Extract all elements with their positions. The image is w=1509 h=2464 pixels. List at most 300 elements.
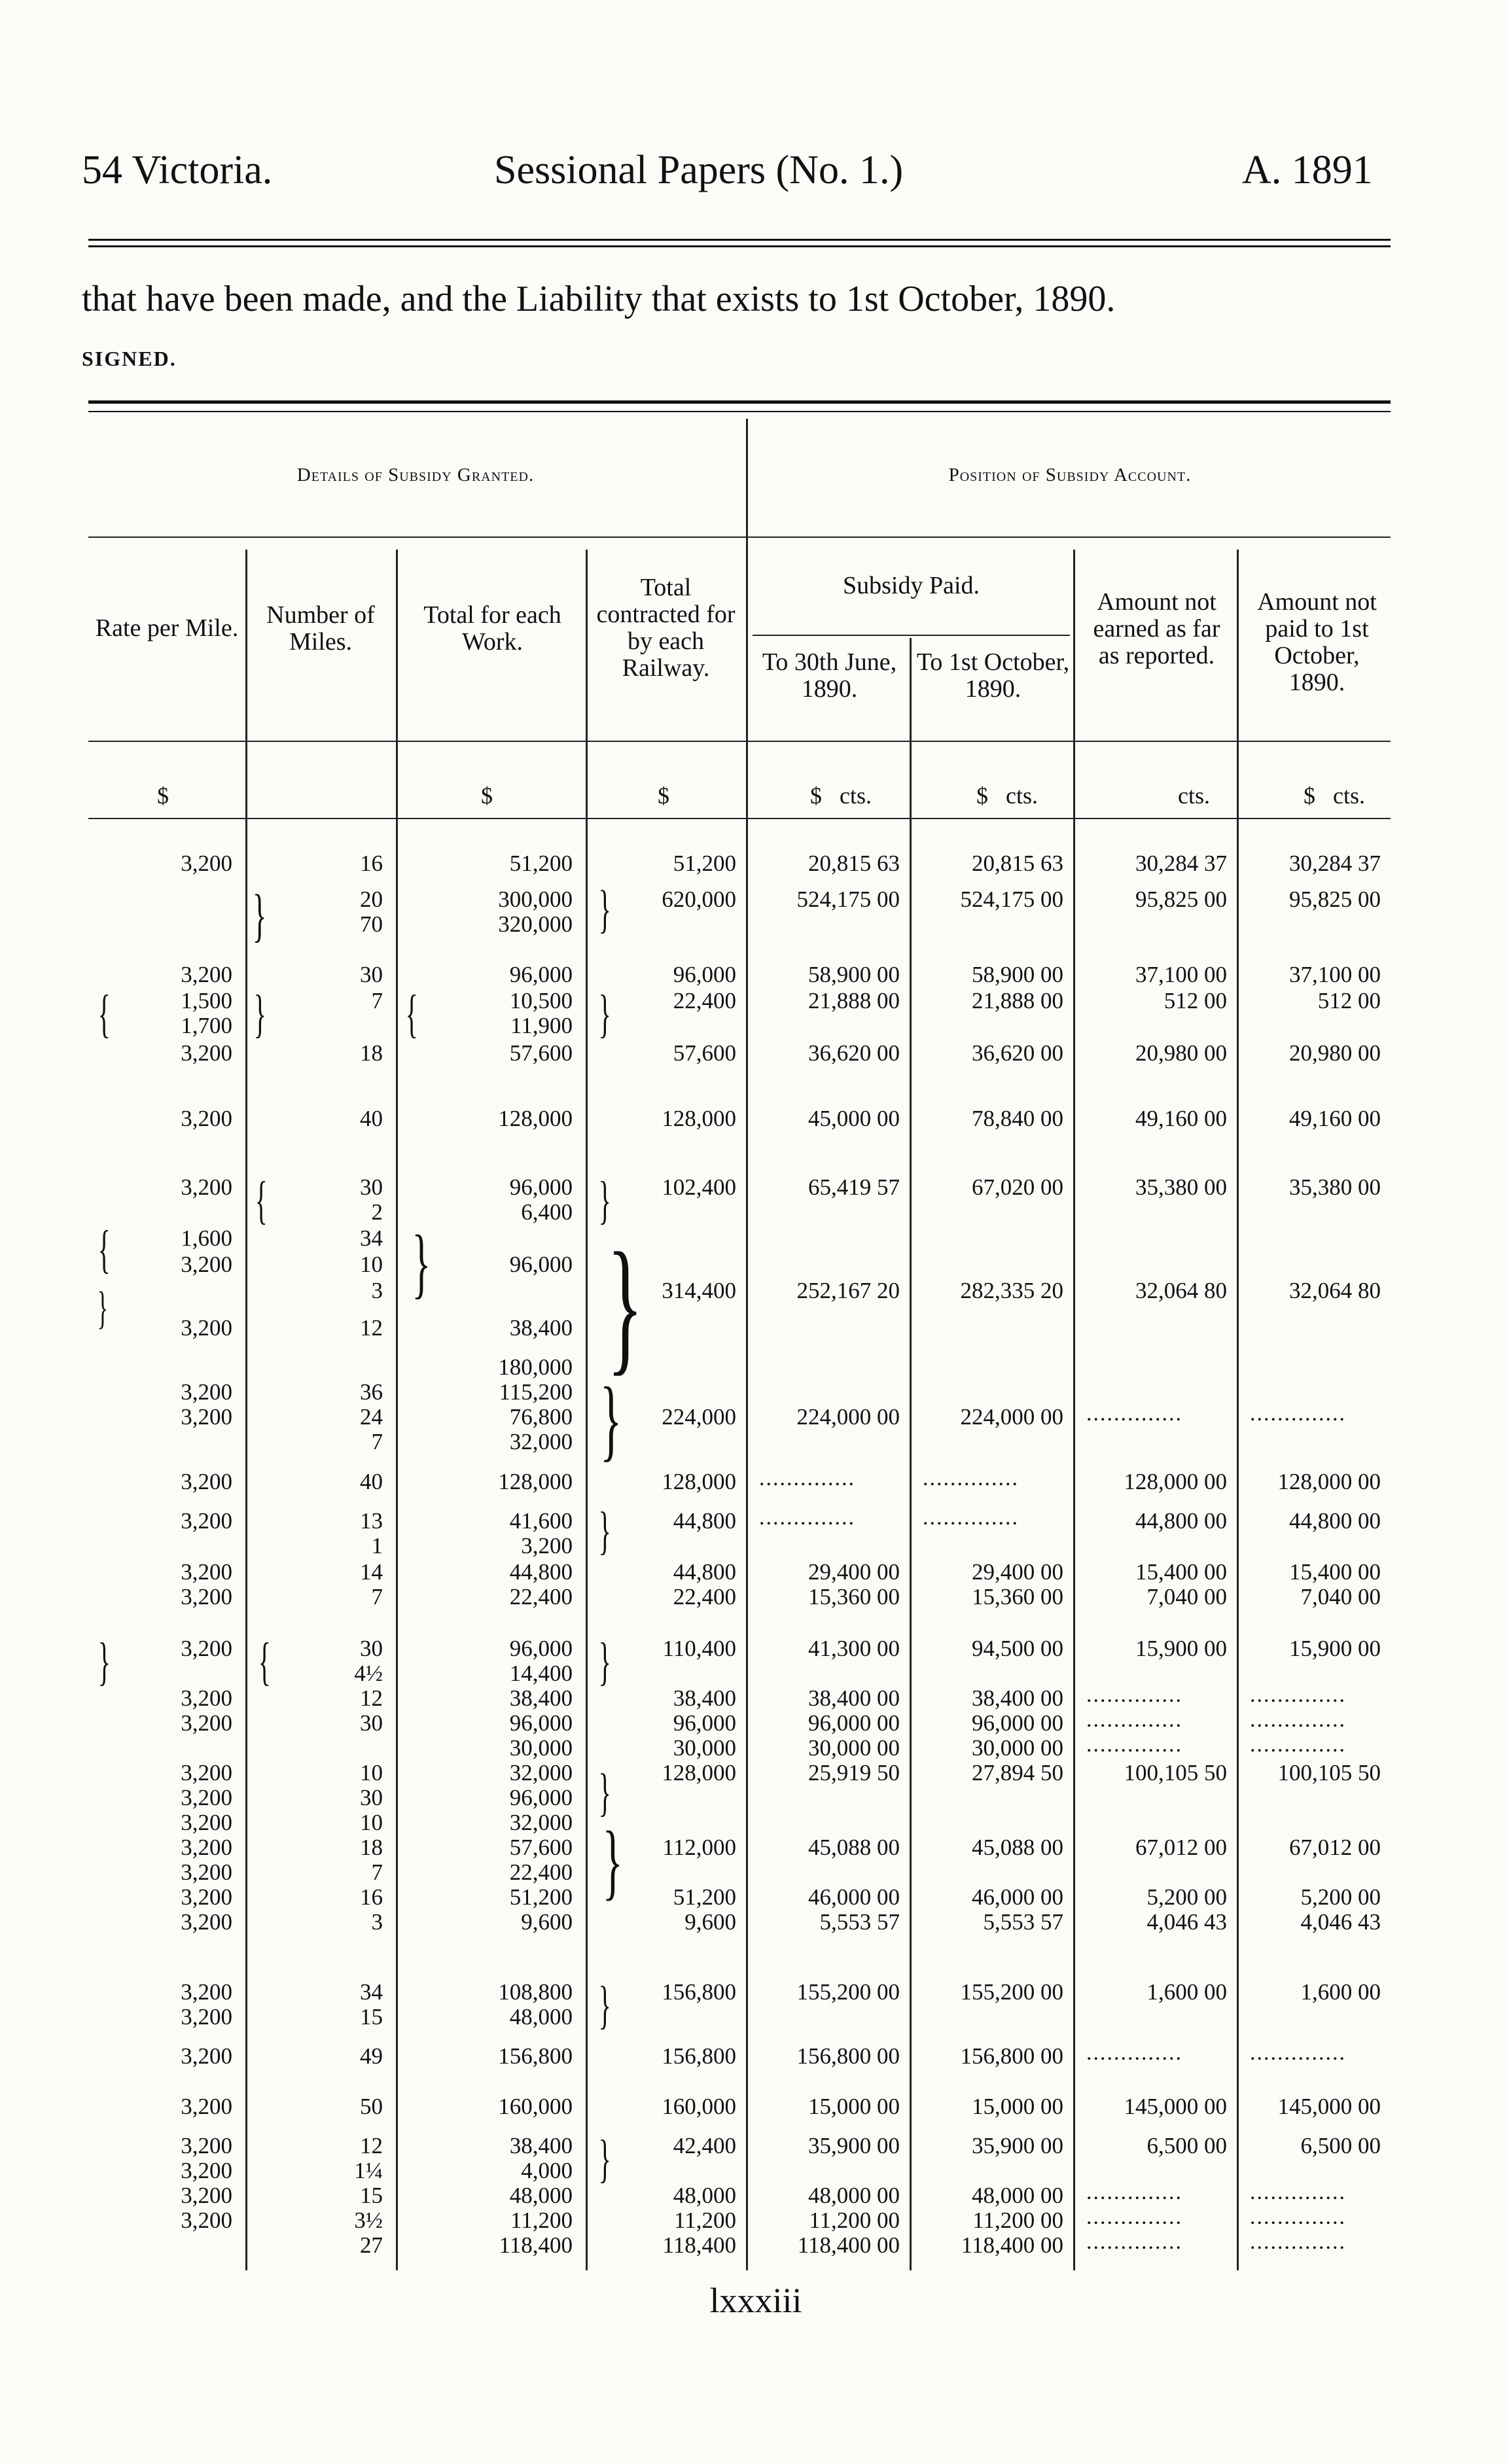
- cell-miles: 12: [360, 2133, 383, 2158]
- cell-total-work: 320,000: [498, 911, 573, 937]
- cell-not-earned: 44,800 00: [1135, 1508, 1227, 1534]
- cell-to-june: 21,888 00: [808, 988, 900, 1013]
- cell-rate: 3,200: [181, 1040, 232, 1066]
- cell-to-october: 67,020 00: [972, 1174, 1063, 1200]
- header-subsidy-paid: Subsidy Paid.: [842, 572, 980, 599]
- cell-total-work: 38,400: [509, 1315, 573, 1341]
- cell-not-paid: 35,380 00: [1289, 1174, 1381, 1200]
- cell-not-paid: 6,500 00: [1300, 2133, 1381, 2158]
- cell-miles: 18: [360, 1040, 383, 1066]
- cell-to-june: 96,000 00: [808, 1710, 900, 1736]
- cell-total-work: 38,400: [509, 2133, 573, 2158]
- cell-to-october: 48,000 00: [972, 2183, 1063, 2208]
- cell-to-june: 524,175 00: [796, 887, 900, 912]
- header-to-october: To 1st October, 1890.: [916, 648, 1070, 703]
- cell-to-october: 58,900 00: [972, 962, 1063, 987]
- cell-miles: 12: [360, 1685, 383, 1711]
- cell-not-earned: 37,100 00: [1135, 962, 1227, 987]
- cell-total-contracted: 112,000: [662, 1835, 736, 1860]
- cell-to-june: 45,000 00: [808, 1106, 900, 1131]
- cell-total-contracted: 118,400: [662, 2232, 736, 2258]
- cell-miles: 16: [360, 1884, 383, 1910]
- cell-miles: 15: [360, 2183, 383, 2208]
- cell-rate: 1,700: [181, 1013, 232, 1038]
- leader-dots: ..............: [759, 1505, 855, 1530]
- section-details: Details of Subsidy Granted.: [296, 465, 535, 485]
- cell-to-october: 36,620 00: [972, 1040, 1063, 1066]
- cell-total-contracted: 128,000: [662, 1469, 736, 1494]
- cell-total-contracted: 620,000: [662, 887, 736, 912]
- leader-dots: ..............: [1250, 2180, 1346, 2204]
- leader-dots: ..............: [923, 1505, 1019, 1530]
- cell-total-work: 128,000: [498, 1106, 573, 1131]
- cell-miles: 36: [360, 1379, 383, 1405]
- intro-text: that have been made, and the Liability that exists to 1st October, 1890.: [82, 279, 1116, 319]
- cell-total-work: 32,000: [509, 1810, 573, 1835]
- rule-under-sections: [88, 537, 1391, 538]
- cell-not-paid: 100,105 50: [1277, 1760, 1381, 1786]
- cell-not-earned: 7,040 00: [1146, 1584, 1227, 1610]
- leader-dots: ..............: [1086, 1708, 1182, 1732]
- leader-dots: ..............: [1250, 1708, 1346, 1732]
- cell-total-work: 22,400: [509, 1584, 573, 1610]
- cell-to-october: 96,000 00: [972, 1710, 1063, 1736]
- cell-not-paid: 1,600 00: [1300, 1979, 1381, 2005]
- cell-not-earned: 20,980 00: [1135, 1040, 1227, 1066]
- cell-total-work: 51,200: [509, 851, 573, 876]
- cell-total-contracted: 44,800: [673, 1559, 736, 1585]
- section-position: Position of Subsidy Account.: [948, 465, 1192, 485]
- cell-to-june: 20,815 63: [808, 851, 900, 876]
- cell-miles: 18: [360, 1835, 383, 1860]
- cell-total-work: 57,600: [509, 1040, 573, 1066]
- cell-miles: 3½: [354, 2208, 383, 2233]
- cell-to-june: 25,919 50: [808, 1760, 900, 1786]
- cell-rate: 3,200: [181, 1559, 232, 1585]
- cell-total-work: 156,800: [498, 2043, 573, 2069]
- cell-not-paid: 7,040 00: [1300, 1584, 1381, 1610]
- cell-not-paid: 30,284 37: [1289, 851, 1381, 876]
- cell-to-june: 65,419 57: [808, 1174, 900, 1200]
- brace-icon: }: [598, 985, 611, 1043]
- cell-to-june: 30,000 00: [808, 1735, 900, 1761]
- signed-label: SIGNED.: [82, 347, 177, 370]
- brace-icon: }: [598, 1172, 611, 1229]
- rule-under-units: [88, 818, 1391, 819]
- header-rule-1: [88, 239, 1391, 241]
- cell-miles: 40: [360, 1106, 383, 1131]
- unit-work: $: [481, 783, 493, 809]
- cell-rate: 3,200: [181, 1835, 232, 1860]
- cell-not-paid: 512 00: [1317, 988, 1381, 1013]
- cell-total-work: 96,000: [509, 1636, 573, 1661]
- brace-icon: }: [598, 1977, 611, 2034]
- cell-total-work: 3,200: [521, 1533, 573, 1558]
- cell-total-contracted: 128,000: [662, 1760, 736, 1786]
- cell-to-october: 156,800 00: [960, 2043, 1063, 2069]
- cell-total-contracted: 30,000: [673, 1735, 736, 1761]
- cell-miles: 7: [371, 1859, 383, 1885]
- cell-not-earned: 32,064 80: [1135, 1278, 1227, 1303]
- cell-rate: 3,200: [181, 1859, 232, 1885]
- header-not-earned: Amount not earned as far as reported.: [1093, 588, 1220, 670]
- unit-contracted: $: [658, 783, 669, 809]
- cell-miles: 2: [371, 1199, 383, 1225]
- cell-rate: 3,200: [181, 1315, 232, 1341]
- header-to-june: To 30th June, 1890.: [762, 648, 897, 703]
- cell-miles: 30: [360, 962, 383, 987]
- cell-total-work: 96,000: [509, 1174, 573, 1200]
- leader-dots: ..............: [1086, 2230, 1182, 2254]
- leader-dots: ..............: [1086, 1401, 1182, 1426]
- cell-total-contracted: 156,800: [662, 1979, 736, 2005]
- cell-miles: 1: [371, 1533, 383, 1558]
- cell-rate: 3,200: [181, 1884, 232, 1910]
- cell-not-earned: 15,400 00: [1135, 1559, 1227, 1585]
- cell-rate: 3,200: [181, 1810, 232, 1835]
- unit-october: $ cts.: [976, 783, 1038, 809]
- cell-to-june: 58,900 00: [808, 962, 900, 987]
- cell-total-work: 11,200: [510, 2208, 573, 2233]
- cell-rate: 3,200: [181, 1760, 232, 1786]
- cell-not-paid: 145,000 00: [1277, 2094, 1381, 2119]
- cell-rate: 3,200: [181, 1508, 232, 1534]
- cell-total-contracted: 96,000: [673, 1710, 736, 1736]
- cell-not-paid: 49,160 00: [1289, 1106, 1381, 1131]
- cell-total-work: 44,800: [509, 1559, 573, 1585]
- brace-icon: }: [598, 1502, 611, 1560]
- cell-not-paid: 15,400 00: [1289, 1559, 1381, 1585]
- cell-miles: 10: [360, 1810, 383, 1835]
- col-rule-1: [245, 550, 247, 2270]
- cell-to-october: 78,840 00: [972, 1106, 1063, 1131]
- cell-miles: 7: [371, 1584, 383, 1610]
- cell-total-work: 41,600: [509, 1508, 573, 1534]
- cell-miles: 7: [371, 988, 383, 1013]
- cell-not-earned: 1,600 00: [1146, 1979, 1227, 2005]
- leader-dots: ..............: [1250, 1401, 1346, 1426]
- cell-total-work: 115,200: [499, 1379, 573, 1405]
- cell-not-earned: 35,380 00: [1135, 1174, 1227, 1200]
- header-total-work: Total for each Work.: [423, 601, 561, 656]
- cell-not-earned: 67,012 00: [1135, 1835, 1227, 1860]
- cell-total-contracted: 11,200: [674, 2208, 736, 2233]
- cell-rate: 3,200: [181, 1909, 232, 1935]
- cell-total-work: 57,600: [509, 1835, 573, 1860]
- header-miles: Number of Miles.: [266, 601, 375, 656]
- cell-to-june: 41,300 00: [808, 1636, 900, 1661]
- cell-to-october: 30,000 00: [972, 1735, 1063, 1761]
- cell-to-october: 21,888 00: [972, 988, 1063, 1013]
- cell-miles: 30: [360, 1636, 383, 1661]
- cell-to-june: 252,167 20: [796, 1278, 900, 1303]
- cell-to-october: 155,200 00: [960, 1979, 1063, 2005]
- unit-earned: cts.: [1178, 783, 1210, 809]
- cell-total-contracted: 160,000: [662, 2094, 736, 2119]
- cell-not-earned: 128,000 00: [1124, 1469, 1227, 1494]
- cell-to-june: 11,200 00: [809, 2208, 900, 2233]
- brace-icon: }: [252, 883, 267, 948]
- col-rule-4: [746, 419, 748, 2270]
- cell-total-contracted: 42,400: [673, 2133, 736, 2158]
- cell-total-work: 14,400: [509, 1661, 573, 1686]
- cell-miles: 16: [360, 851, 383, 876]
- cell-to-october: 46,000 00: [972, 1884, 1063, 1910]
- cell-to-june: 36,620 00: [808, 1040, 900, 1066]
- cell-total-contracted: 22,400: [673, 1584, 736, 1610]
- header-rate: Rate per Mile.: [95, 614, 239, 642]
- cell-rate: 3,200: [181, 1174, 232, 1200]
- brace-icon: }: [598, 1764, 611, 1822]
- cell-miles: 49: [360, 2043, 383, 2069]
- cell-total-work: 48,000: [509, 2183, 573, 2208]
- cell-miles: 30: [360, 1174, 383, 1200]
- cell-rate: 1,600: [181, 1225, 232, 1251]
- cell-not-paid: 15,900 00: [1289, 1636, 1381, 1661]
- cell-to-june: 15,360 00: [808, 1584, 900, 1610]
- cell-not-paid: 4,046 43: [1300, 1909, 1381, 1935]
- cell-to-october: 5,553 57: [983, 1909, 1063, 1935]
- brace-icon: }: [598, 2130, 611, 2188]
- header-total-contracted: Total contracted for by each Railway.: [596, 574, 736, 682]
- cell-not-earned: 100,105 50: [1124, 1760, 1227, 1786]
- cell-rate: 1,500: [181, 988, 232, 1013]
- cell-not-paid: 32,064 80: [1289, 1278, 1381, 1303]
- cell-rate: 3,200: [181, 2094, 232, 2119]
- cell-not-paid: 5,200 00: [1300, 1884, 1381, 1910]
- col-rule-2: [396, 550, 398, 2270]
- cell-total-work: 38,400: [509, 1685, 573, 1711]
- header-title: Sessional Papers (No. 1.): [494, 148, 904, 192]
- cell-total-work: 48,000: [509, 2004, 573, 2030]
- cell-rate: 3,200: [181, 2158, 232, 2183]
- col-rule-3: [586, 550, 588, 2270]
- header-rule-2: [88, 245, 1391, 247]
- cell-total-work: 30,000: [509, 1735, 573, 1761]
- brace-icon: }: [599, 1369, 622, 1470]
- cell-total-contracted: 128,000: [662, 1106, 736, 1131]
- leader-dots: ..............: [1086, 1683, 1182, 1707]
- cell-rate: 3,200: [181, 1584, 232, 1610]
- cell-total-work: 4,000: [521, 2158, 573, 2183]
- page-number: lxxxiii: [709, 2281, 802, 2320]
- cell-miles: 3: [371, 1909, 383, 1935]
- cell-to-june: 46,000 00: [808, 1884, 900, 1910]
- cell-rate: 3,200: [181, 962, 232, 987]
- cell-to-october: 94,500 00: [972, 1636, 1063, 1661]
- cell-rate: 3,200: [181, 1106, 232, 1131]
- cell-miles: 3: [371, 1278, 383, 1303]
- cell-total-contracted: 314,400: [662, 1278, 736, 1303]
- leader-dots: ..............: [1250, 2041, 1346, 2065]
- cell-total-work: 118,400: [499, 2232, 573, 2258]
- cell-rate: 3,200: [181, 2043, 232, 2069]
- cell-rate: 3,200: [181, 1404, 232, 1430]
- cell-rate: 3,200: [181, 851, 232, 876]
- cell-total-contracted: 38,400: [673, 1685, 736, 1711]
- cell-to-october: 224,000 00: [960, 1404, 1063, 1430]
- cell-not-paid: 95,825 00: [1289, 887, 1381, 912]
- table-top-rule-1: [88, 400, 1391, 404]
- cell-not-earned: 49,160 00: [1135, 1106, 1227, 1131]
- cell-total-work: 96,000: [509, 1785, 573, 1810]
- cell-miles: 70: [360, 911, 383, 937]
- cell-rate: 3,200: [181, 2208, 232, 2233]
- cell-to-june: 15,000 00: [808, 2094, 900, 2119]
- brace-icon: }: [97, 1283, 109, 1333]
- cell-to-june: 29,400 00: [808, 1559, 900, 1585]
- cell-miles: 30: [360, 1785, 383, 1810]
- cell-rate: 3,200: [181, 1636, 232, 1661]
- cell-to-october: 35,900 00: [972, 2133, 1063, 2158]
- brace-icon: {: [255, 1172, 268, 1229]
- col-rule-6: [1073, 550, 1075, 2270]
- cell-rate: 3,200: [181, 1379, 232, 1405]
- cell-total-work: 180,000: [498, 1354, 573, 1380]
- rule-under-subsidy-paid: [753, 635, 1070, 636]
- brace-icon: }: [253, 985, 266, 1043]
- cell-total-work: 51,200: [509, 1884, 573, 1910]
- cell-total-contracted: 57,600: [673, 1040, 736, 1066]
- cell-total-contracted: 44,800: [673, 1508, 736, 1534]
- leader-dots: ..............: [1250, 2230, 1346, 2254]
- cell-to-october: 20,815 63: [972, 851, 1063, 876]
- cell-total-contracted: 22,400: [673, 988, 736, 1013]
- unit-paid: $ cts.: [1304, 783, 1365, 809]
- brace-icon: {: [98, 1221, 111, 1278]
- cell-to-june: 156,800 00: [796, 2043, 900, 2069]
- brace-icon: {: [258, 1633, 271, 1691]
- cell-total-work: 160,000: [498, 2094, 573, 2119]
- cell-to-october: 15,360 00: [972, 1584, 1063, 1610]
- cell-total-work: 300,000: [498, 887, 573, 912]
- leader-dots: ..............: [1250, 1683, 1346, 1707]
- cell-rate: 3,200: [181, 1685, 232, 1711]
- cell-to-june: 45,088 00: [808, 1835, 900, 1860]
- brace-icon: }: [598, 881, 611, 938]
- cell-total-work: 32,000: [509, 1429, 573, 1454]
- cell-miles: 10: [360, 1252, 383, 1277]
- brace-icon: }: [412, 1219, 431, 1306]
- cell-to-october: 118,400 00: [961, 2232, 1063, 2258]
- cell-not-earned: 5,200 00: [1146, 1884, 1227, 1910]
- cell-total-work: 6,400: [521, 1199, 573, 1225]
- cell-rate: 3,200: [181, 2183, 232, 2208]
- cell-to-october: 282,335 20: [960, 1278, 1063, 1303]
- cell-total-work: 10,500: [509, 988, 573, 1013]
- cell-total-work: 128,000: [498, 1469, 573, 1494]
- brace-icon: {: [405, 985, 418, 1043]
- rule-under-headers: [88, 741, 1391, 742]
- cell-to-october: 11,200 00: [972, 2208, 1063, 2233]
- brace-icon: {: [98, 985, 111, 1043]
- brace-icon: }: [598, 1633, 611, 1691]
- cell-miles: 34: [360, 1979, 383, 2005]
- cell-total-work: 108,800: [498, 1979, 573, 2005]
- cell-miles: 14: [360, 1559, 383, 1585]
- cell-total-contracted: 48,000: [673, 2183, 736, 2208]
- cell-total-work: 76,800: [509, 1404, 573, 1430]
- cell-rate: 3,200: [181, 2133, 232, 2158]
- cell-miles: 20: [360, 887, 383, 912]
- brace-icon: }: [98, 1633, 111, 1691]
- cell-total-work: 96,000: [509, 1710, 573, 1736]
- cell-to-october: 45,088 00: [972, 1835, 1063, 1860]
- cell-miles: 24: [360, 1404, 383, 1430]
- cell-total-contracted: 96,000: [673, 962, 736, 987]
- cell-total-work: 22,400: [509, 1859, 573, 1885]
- cell-miles: 50: [360, 2094, 383, 2119]
- cell-not-earned: 30,284 37: [1135, 851, 1227, 876]
- cell-total-work: 11,900: [510, 1013, 573, 1038]
- cell-to-june: 38,400 00: [808, 1685, 900, 1711]
- cell-to-june: 224,000 00: [796, 1404, 900, 1430]
- cell-total-contracted: 110,400: [662, 1636, 736, 1661]
- cell-miles: 15: [360, 2004, 383, 2030]
- cell-not-paid: 44,800 00: [1289, 1508, 1381, 1534]
- cell-rate: 3,200: [181, 1710, 232, 1736]
- cell-total-contracted: 224,000: [662, 1404, 736, 1430]
- cell-total-contracted: 51,200: [673, 1884, 736, 1910]
- cell-miles: 10: [360, 1760, 383, 1786]
- cell-to-june: 35,900 00: [808, 2133, 900, 2158]
- cell-to-june: 155,200 00: [796, 1979, 900, 2005]
- cell-to-june: 48,000 00: [808, 2183, 900, 2208]
- cell-not-paid: 67,012 00: [1289, 1835, 1381, 1860]
- cell-not-earned: 145,000 00: [1124, 2094, 1227, 2119]
- cell-miles: 27: [360, 2232, 383, 2258]
- cell-total-contracted: 156,800: [662, 2043, 736, 2069]
- leader-dots: ..............: [1250, 1733, 1346, 1757]
- cell-total-work: 96,000: [509, 962, 573, 987]
- cell-not-paid: 37,100 00: [1289, 962, 1381, 987]
- cell-to-october: 524,175 00: [960, 887, 1063, 912]
- col-rule-5: [910, 638, 912, 2270]
- col-rule-7: [1237, 550, 1239, 2270]
- cell-not-paid: 20,980 00: [1289, 1040, 1381, 1066]
- cell-to-june: 5,553 57: [819, 1909, 900, 1935]
- leader-dots: ..............: [1250, 2205, 1346, 2229]
- leader-dots: ..............: [1086, 2205, 1182, 2229]
- leader-dots: ..............: [923, 1466, 1019, 1490]
- cell-rate: 3,200: [181, 1979, 232, 2005]
- cell-miles: 1¼: [354, 2158, 383, 2183]
- header-not-paid: Amount not paid to 1st October, 1890.: [1257, 588, 1377, 697]
- brace-icon: }: [607, 1222, 643, 1388]
- cell-total-contracted: 102,400: [662, 1174, 736, 1200]
- cell-miles: 30: [360, 1710, 383, 1736]
- cell-not-earned: 512 00: [1163, 988, 1227, 1013]
- header-year: A. 1891: [1242, 148, 1373, 192]
- cell-not-earned: 4,046 43: [1146, 1909, 1227, 1935]
- cell-total-work: 96,000: [509, 1252, 573, 1277]
- cell-not-earned: 15,900 00: [1135, 1636, 1227, 1661]
- leader-dots: ..............: [1086, 2180, 1182, 2204]
- cell-total-work: 9,600: [521, 1909, 573, 1935]
- leader-dots: ..............: [759, 1466, 855, 1490]
- cell-rate: 3,200: [181, 1469, 232, 1494]
- cell-miles: 7: [371, 1429, 383, 1454]
- header-volume: 54 Victoria.: [82, 148, 273, 192]
- cell-miles: 12: [360, 1315, 383, 1341]
- unit-june: $ cts.: [810, 783, 872, 809]
- cell-not-earned: 6,500 00: [1146, 2133, 1227, 2158]
- cell-miles: 34: [360, 1225, 383, 1251]
- brace-icon: }: [602, 1814, 623, 1909]
- cell-not-paid: 128,000 00: [1277, 1469, 1381, 1494]
- cell-to-june: 118,400 00: [797, 2232, 900, 2258]
- cell-to-october: 27,894 50: [972, 1760, 1063, 1786]
